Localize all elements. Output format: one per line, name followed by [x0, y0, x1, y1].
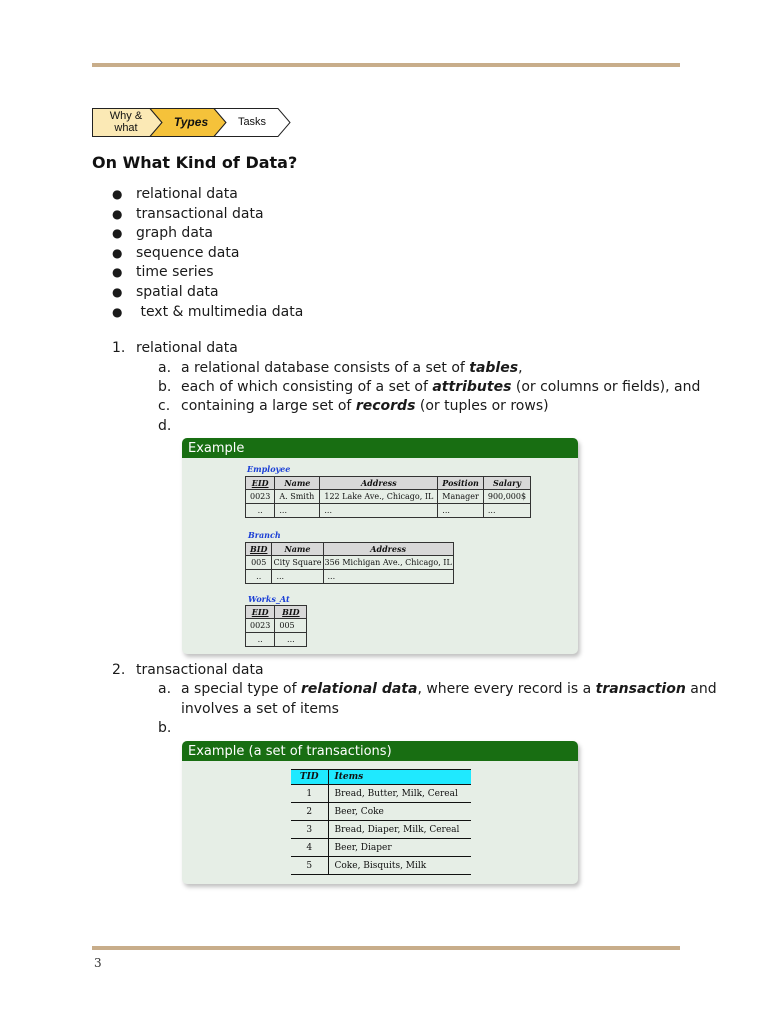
table-row: 1 Bread, Butter, Milk, Cereal [291, 785, 471, 803]
table-header: Salary [483, 477, 530, 490]
breadcrumb-why-label: Why & what [109, 110, 143, 134]
table-header: Name [275, 477, 320, 490]
table-row: .. ... ... [246, 570, 454, 584]
table-row: 4 Beer, Diaper [291, 839, 471, 857]
table-header: Address [320, 477, 438, 490]
table-header: BID [275, 606, 307, 619]
section-1-item-d: d. [158, 418, 172, 434]
page-title: On What Kind of Data? [92, 153, 298, 172]
section-2-heading: 2. transactional data [112, 662, 264, 678]
table-row: .. ... [246, 633, 307, 647]
table-header: EID [246, 606, 275, 619]
section-1-item-a: a. a relational database consists of a set of tables, [158, 360, 523, 376]
employee-table [245, 476, 531, 518]
section-1-item-b: b. each of which consisting of a set of attributes (or columns or fields), and [158, 379, 701, 395]
list-item: ● sequence data [112, 244, 240, 261]
section-2-item-b: b. [158, 720, 172, 736]
relational-example-box [182, 438, 578, 654]
table-row: .. ... ... ... ... [246, 504, 531, 518]
table-row: 5 Coke, Bisquits, Milk [291, 857, 471, 875]
section-2-item-a-continued: involves a set of items [181, 701, 339, 717]
table-header: Name [272, 543, 323, 556]
table-row: 3 Bread, Diaper, Milk, Cereal [291, 821, 471, 839]
list-item: ● time series [112, 264, 214, 281]
example-box-title: Example [182, 438, 578, 458]
table-header: Address [323, 543, 453, 556]
table-row: 2 Beer, Coke [291, 803, 471, 821]
breadcrumb-tasks-label: Tasks [237, 116, 267, 128]
branch-table-name: Branch [248, 530, 281, 540]
list-item: ● text & multimedia data [112, 303, 304, 320]
section-1-item-c: c. containing a large set of records (or tuples or rows) [158, 398, 549, 414]
top-rule [92, 63, 680, 67]
list-item: ● graph data [112, 225, 213, 242]
example-box-title: Example (a set of transactions) [182, 741, 578, 761]
list-item: ● transactional data [112, 205, 264, 222]
table-header: Position [438, 477, 484, 490]
bottom-rule [92, 946, 680, 950]
employee-table-name: Employee [247, 464, 291, 474]
breadcrumb-types-label: Types [173, 115, 209, 129]
data-kind-list [110, 185, 303, 322]
table-header: Items [328, 770, 471, 785]
section-2-item-a: a. a special type of relational data, where every record is a transaction and [158, 681, 717, 697]
page-number: 3 [94, 956, 102, 970]
works-at-table-name: Works_At [248, 594, 290, 604]
table-header: EID [246, 477, 275, 490]
table-header: TID [291, 770, 328, 785]
works-at-table [245, 605, 307, 647]
transaction-table [291, 769, 471, 875]
transaction-example-box [182, 741, 578, 884]
table-row: 005 City Square 356 Michigan Ave., Chicago, IL [246, 556, 454, 570]
table-row: 0023 A. Smith 122 Lake Ave., Chicago, IL Manager 900,000$ [246, 490, 531, 504]
breadcrumb [92, 108, 292, 138]
branch-table [245, 542, 454, 584]
section-1-heading: 1. relational data [112, 340, 238, 356]
list-item: ● relational data [112, 186, 238, 202]
list-item: ● spatial data [112, 283, 219, 300]
table-row: 0023 005 [246, 619, 307, 633]
table-header: BID [246, 543, 272, 556]
